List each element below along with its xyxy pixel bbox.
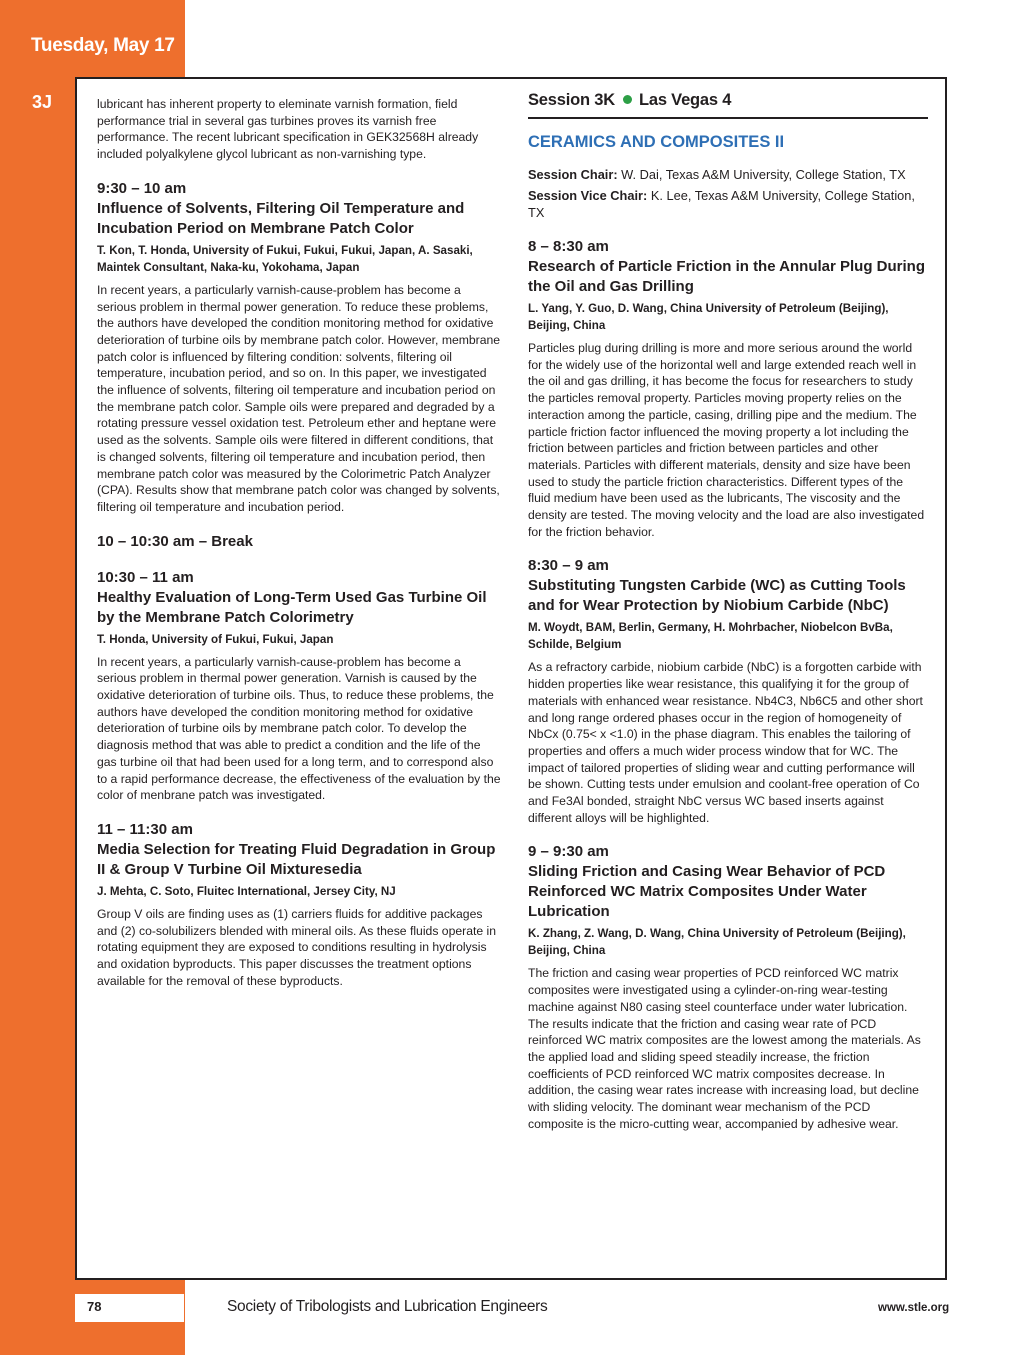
talk-authors: T. Kon, T. Honda, University of Fukui, Fukui, Fukui, Japan, A. Sasaki, Maintek Consultant, Naka-ku, Yokohama, Japan: [97, 243, 473, 274]
talk-authors: K. Zhang, Z. Wang, D. Wang, China University of Petroleum (Beijing), Beijing, China: [528, 927, 906, 958]
talk-title: Substituting Tungsten Carbide (WC) as Cutting Tools and for Wear Protection by Niobium Carbide (NbC): [528, 577, 906, 615]
talk-block: [97, 179, 501, 516]
session-chair: [528, 166, 928, 183]
footer-organization: Society of Tribologists and Lubrication Engineers: [227, 1298, 548, 1315]
day-header: Tuesday, May 17: [31, 35, 175, 56]
talk-abstract: In recent years, a particularly varnish-cause-problem has become a serious problem in thermal power generation. To reduce these problems, the authors have developed the condition monitoring method for oxidative deterioration of turbine oils by membrane patch color. However, membrane patch color is influenced by filtering condition: solvents, filtering oil temperature, incubation period, and so on. In this paper, we investigated the influence of solvents, filtering oil temperature and incubation period on the membrane patch color. Sample oils were prepared and degraded by a rotating pressure vessel oxidation test. Petroleum ether and heptane were used as the solvents. Sample oils were filtered in different conditions, that is changed solvents, filtering oil temperature and incubation period, then membrane patch color was measured by the Colorimetric Patch Analyzer (CPA). Results show that membrane patch color was changed by solvents, filtering oil temperature and incubation period.: [97, 282, 501, 514]
right-column: [528, 91, 928, 1133]
talk-abstract: Group V oils are finding uses as (1) carriers fluids for additive packages and (2) co-solubilizers blended with mineral oils. As these fluids operate in rotating equipment they are exposed to conditions resulting in hydrolysis and oxidation byproducts. This paper discusses the treatment options available for the removal of these byproducts.: [97, 906, 497, 988]
talk-time: 11 – 11:30 am: [97, 820, 193, 838]
talk-block: [528, 842, 928, 1132]
chair-label: Session Chair:: [528, 167, 618, 182]
section-tag: 3J: [32, 92, 53, 112]
break-block: [97, 532, 501, 552]
talk-time: 8:30 – 9 am: [528, 557, 609, 575]
talk-abstract: Particles plug during drilling is more and more serious around the world for the widely use of the horizontal well and large extended reach well in the oil and gas drilling, it has become the focus for researchers to study the particles removal property. Particles moving property relies on the interaction among the particle, casing, drilling pipe and the medium. The particle friction factor influenced the moving property a lot including the friction between particles and friction between particles and other materials. Particles with different materials, density and size have been used to study the particle friction characteristics. Different types of the fluid medium have been used as the lubricants, The viscosity and the density are tested. The moving velocity and the load are also investigated for the friction behavior.: [528, 341, 925, 539]
page-number-box: [75, 1294, 184, 1322]
talk-title: Research of Particle Friction in the Annular Plug During the Oil and Gas Drilling: [528, 258, 926, 295]
talk-abstract: In recent years, a particularly varnish-cause-problem has become a serious problem in thermal power generation. Varnish is caused by the oxidative deterioration of turbine oils. Thus, to reduce these problems, the authors have developed the condition monitoring method for oxidative deterioration of turbine oils by membrane patch color. To develop the diagnosis method that was able to predict a condition and the life of the gas turbine oil that had been used for a long term, and to correspond also to a rapid performance decrease, the effectiveness of the evaluation by the color of menbrane patch was investigated.: [97, 654, 501, 803]
vice-chair-label: Session Vice Chair:: [528, 188, 648, 203]
talk-authors: L. Yang, Y. Guo, D. Wang, China University of Petroleum (Beijing), Beijing, China: [528, 302, 889, 332]
talk-title: Sliding Friction and Casing Wear Behavior of PCD Reinforced WC Matrix Composites Under Water Lubrication: [528, 863, 886, 921]
talk-block: [97, 568, 501, 804]
talk-time: 9 – 9:30 am: [528, 843, 609, 861]
talk-title: Media Selection for Treating Fluid Degradation in Group II & Group V Turbine Oil Mixturesedia: [97, 840, 496, 878]
talk-block: [528, 237, 928, 540]
footer-url[interactable]: www.stle.org: [878, 1302, 950, 1314]
content-panel: [75, 77, 947, 1280]
session-room: Las Vegas 4: [638, 91, 732, 109]
talk-abstract: The friction and casing wear properties of PCD reinforced WC matrix composites were investigated using a cylinder-on-ring wear-testing machine against N80 casing steel counterface under water lubrication. The results indicate that the friction and casing wear rate of PCD reinforced WC matrix composites are the lowest among the materials. As the applied load and sliding speed steadily increase, the friction coefficients of PCD reinforced WC matrix composites decrease. In addition, the casing wear rates increase with increasing load, but decline with sliding velocity. The dominant wear mechanism of the PCD composite is the micro-cutting wear, accompanied by adhesive wear.: [528, 966, 921, 1131]
page-number: 78: [87, 1299, 102, 1314]
talk-title: Influence of Solvents, Filtering Oil Temperature and Incubation Period on Membrane Patch Color: [97, 199, 465, 237]
vice-chair-value: K. Lee, Texas A&M University, College Station, TX: [528, 188, 915, 220]
talk-authors: M. Woydt, BAM, Berlin, Germany, H. Mohrbacher, Niobelcon BvBa, Schilde, Belgium: [528, 621, 893, 652]
chair-value: W. Dai, Texas A&M University, College Station, TX: [621, 167, 906, 182]
talk-time: 8 – 8:30 am: [528, 238, 609, 255]
talk-block: [97, 820, 501, 990]
talk-time: 10:30 – 11 am: [97, 568, 194, 586]
talk-title: Healthy Evaluation of Long-Term Used Gas Turbine Oil by the Membrane Patch Colorimetry: [97, 588, 487, 626]
talk-block: [528, 556, 928, 826]
session-title: CERAMICS AND COMPOSITES II: [528, 133, 785, 151]
talk-authors: T. Honda, University of Fukui, Fukui, Japan: [97, 632, 334, 646]
break-time: 10 – 10:30 am – Break: [97, 532, 253, 550]
session-vice-chair: [528, 187, 928, 221]
talk-time: 9:30 – 10 am: [97, 179, 187, 197]
session-header: [528, 89, 928, 119]
talk-abstract: As a refractory carbide, niobium carbide (NbC) is a forgotten carbide with hidden properties like wear resistance, this qualifying it for the group of materials with enhanced wear resistance. Nb4C3, Nb6C5 and other short and long range ordered phases occur in the region of homogeneity of NbCx (0.75< x <1.0) in the phase diagram. This enables the tailoring of properties and offers a much wider process window that for WC. The impact of tailored properties of sliding wear and cutting performance will be shown. Cutting tests under emulsion and coolant-free operation of Co and Fe3Al bonded, straight NbC versus WC based inserts against different alloys will be highlighted.: [528, 660, 923, 825]
session-label: Session 3K: [528, 91, 615, 109]
bullet-dot-icon: [623, 95, 632, 104]
intro-paragraph: lubricant has inherent property to eleminate varnish formation, field performance trial in several gas turbines proves its varnish free performance. The recent lubricant specification in GEK32568H already included polyalkylene glycol lubricant as non-varnishing type.: [97, 97, 479, 162]
talk-authors: J. Mehta, C. Soto, Fluitec International, Jersey City, NJ: [97, 884, 396, 898]
left-column: [97, 96, 501, 990]
